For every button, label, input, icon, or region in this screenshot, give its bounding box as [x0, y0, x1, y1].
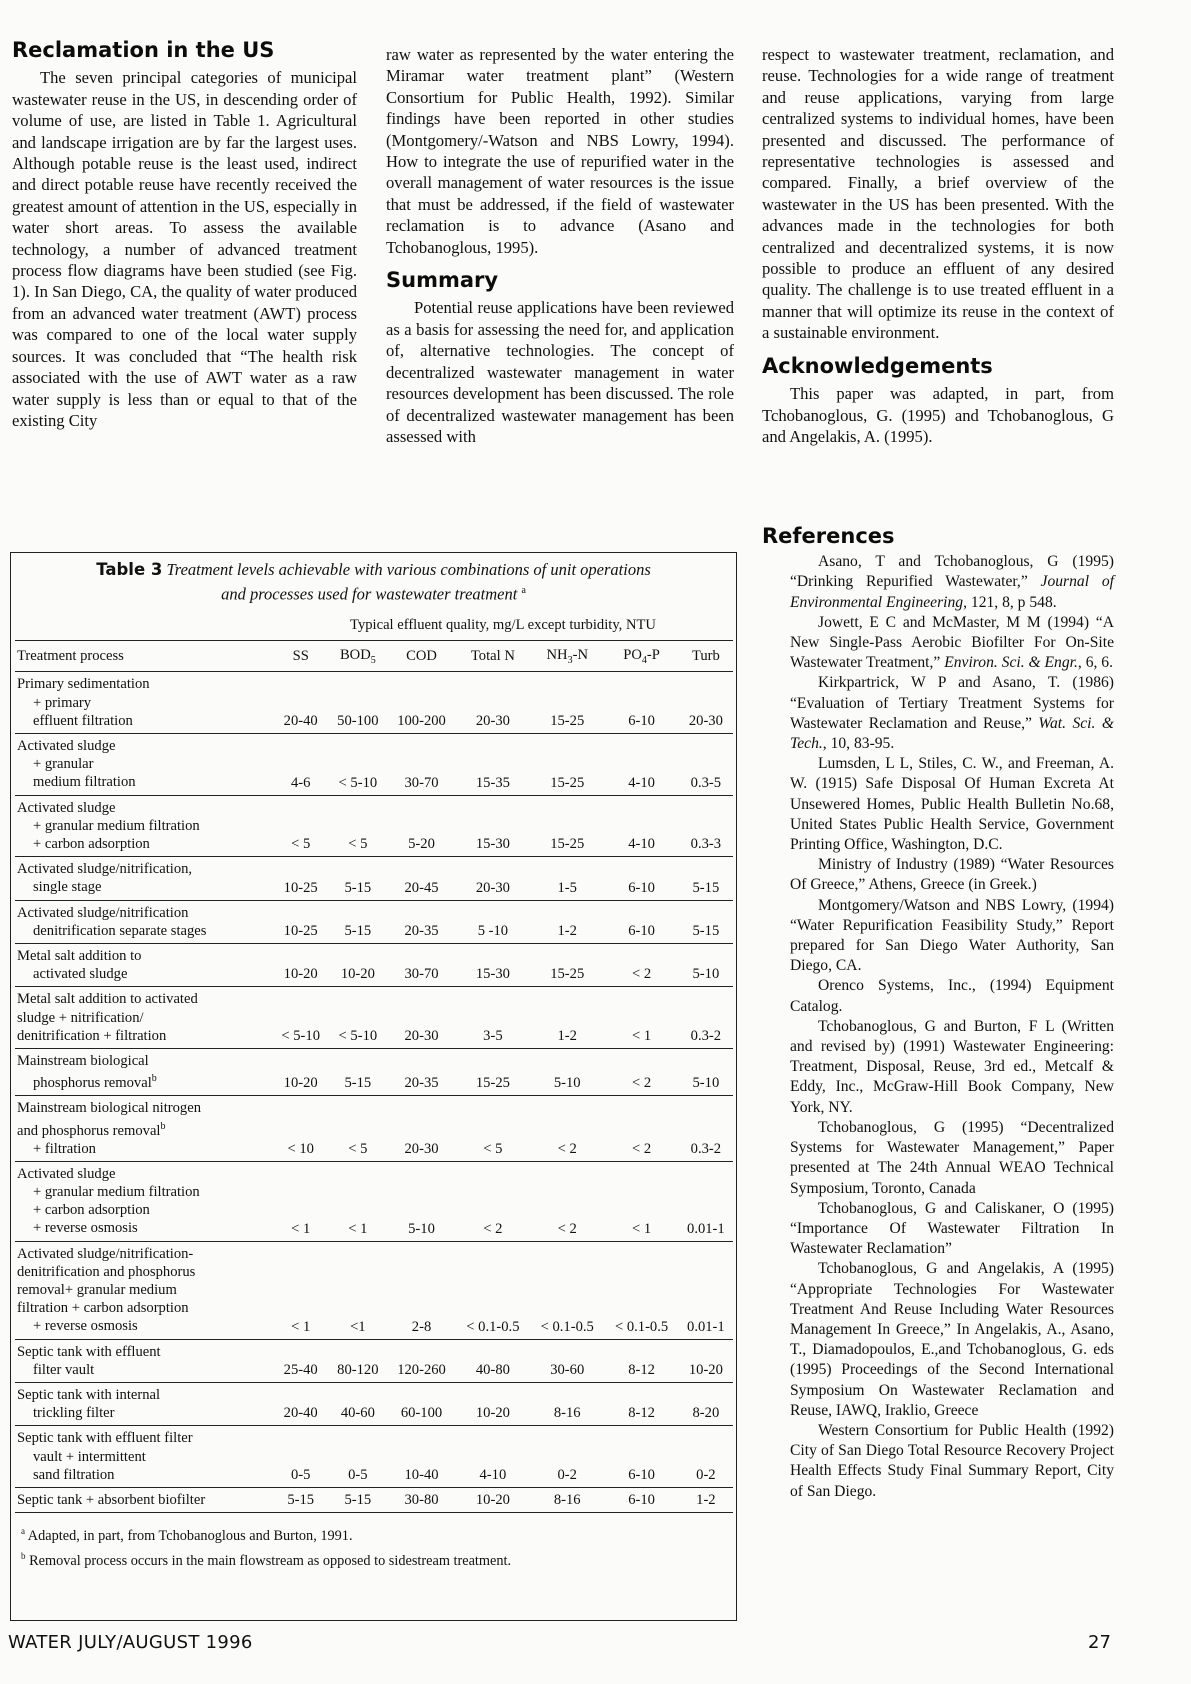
table-cell: 1-2 [530, 900, 604, 943]
table-cell: 5-10 [387, 1161, 455, 1241]
table-cell: 15-25 [456, 1049, 530, 1096]
references-section [762, 526, 1114, 1502]
table-header-col: $NH_3-N$ [530, 640, 604, 672]
table-cell: < 2 [604, 1049, 678, 1096]
reference-item: Lumsden, L L, Stiles, C. W., and Freeman, A. W. (1915) Safe Disposal Of Human Excreta At Unsewered Homes, Public Health Bulletin No.68, United States Public Health Service, Government Printing Office, Washington, D.C. [790, 755, 1114, 854]
table-cell: < 5 [456, 1096, 530, 1161]
table-cell: 3-5 [456, 987, 530, 1049]
table-cell: 4-10 [604, 734, 678, 796]
table-footnotes [21, 1521, 736, 1571]
table-cell: 15-25 [530, 672, 604, 734]
table-cell: 10-20 [273, 944, 328, 987]
table-cell: 50-100 [328, 672, 387, 734]
table-header-col: Total N [456, 640, 530, 672]
table-cell: 0-2 [530, 1426, 604, 1488]
table-row [15, 857, 733, 900]
article-column-3 [762, 44, 1114, 447]
table-header-col: $BOD_5$ [328, 640, 387, 672]
table-cell: < 5-10 [273, 987, 328, 1049]
table-caption-line-2: and processes used for wastewater treatment [221, 584, 518, 604]
table-row-process: Mainstream biological nitrogen and phosphorus removal$^b$ + filtration [15, 1096, 273, 1161]
table-row [15, 1161, 733, 1241]
table-cell: < 2 [456, 1161, 530, 1241]
table-cell: 5-15 [328, 857, 387, 900]
table-row-process: Septic tank + absorbent biofilter [15, 1488, 273, 1513]
table-cell: < 1 [604, 1161, 678, 1241]
footer-page-number: 27 [1088, 1632, 1111, 1653]
table-cell: < 5 [273, 795, 328, 857]
table-cell: 20-40 [273, 672, 328, 734]
table-footnote-a: $^a$ Adapted, in part, from Tchobanoglous and Burton, 1991. [21, 1526, 353, 1545]
table-cell: 30-80 [387, 1488, 455, 1513]
table-cell: 5-15 [679, 900, 733, 943]
table-row [15, 734, 733, 796]
treatment-levels-table [15, 609, 733, 1514]
table-label: Table 3 [96, 560, 163, 579]
table-cell: 1-2 [679, 1488, 733, 1513]
table-row-process: Septic tank with effluent filter vault + intermittent sand filtration [15, 1426, 273, 1488]
table-cell: 10-20 [456, 1488, 530, 1513]
table-cell: 1-2 [530, 987, 604, 1049]
table-cell: 5-15 [273, 1488, 328, 1513]
reference-item: Western Consortium for Public Health (1992) City of San Diego Total Resource Recovery Project Health Effects Study Final Summary Report, City of San Diego. [790, 1421, 1114, 1500]
table-cell: 15-25 [530, 944, 604, 987]
section-heading-references: References [762, 524, 895, 548]
table-cell: 25-40 [273, 1339, 328, 1382]
table-cell: 20-30 [456, 857, 530, 900]
table-cell: 8-12 [604, 1339, 678, 1382]
table-header-col: $PO_4-P$ [604, 640, 678, 672]
table-row-process: Activated sludge/nitrification- denitrification and phosphorus removal+ granular medium filtration + carbon adsorption + reverse osmosis [15, 1241, 273, 1339]
table-cell: < 2 [604, 944, 678, 987]
section-heading-acknowledgements: Acknowledgements [762, 353, 993, 378]
article-column-2 [386, 44, 734, 447]
table-header-process: Treatment process [15, 640, 273, 672]
table-cell: 8-12 [604, 1383, 678, 1426]
table-cell: < 2 [530, 1096, 604, 1161]
table-cell: 15-25 [530, 734, 604, 796]
table-row [15, 987, 733, 1049]
table-row-process: Metal salt addition to activated sludge + nitrification/ denitrification + filtration [15, 987, 273, 1049]
table-group-header-row [15, 609, 733, 641]
reference-list [762, 552, 1114, 1502]
table-cell: 5-10 [530, 1049, 604, 1096]
table-row-process: Primary sedimentation + primary effluent filtration [15, 672, 273, 734]
table-cell: 15-35 [456, 734, 530, 796]
table-cell: 10-20 [456, 1383, 530, 1426]
table-row [15, 1049, 733, 1096]
reference-item: Tchobanoglous, G and Angelakis, A (1995) “Appropriate Technologies For Wastewater Treatment And Reuse Including Water Resources Management In Greece,” In Angelakis, A., Asano, T., Diamadopoulos, E.,and Tchobanoglous, G. eds (1995) Proceedings of the Second International Symposium On Wastewater Reclamation and Reuse, IAWQ, Iraklio, Greece [790, 1260, 1114, 1419]
table-row [15, 944, 733, 987]
table-cell: < 10 [273, 1096, 328, 1161]
footer-journal-issue: WATER JULY/AUGUST 1996 [8, 1632, 253, 1653]
table-3 [10, 552, 737, 1621]
table-row [15, 1241, 733, 1339]
table-cell: 6-10 [604, 857, 678, 900]
table-cell: 60-100 [387, 1383, 455, 1426]
table-cell: < 0.1-0.5 [456, 1241, 530, 1339]
table-cell: < 5-10 [328, 734, 387, 796]
table-row-process: Septic tank with internal trickling filter [15, 1383, 273, 1426]
table-header-col: Turb [679, 640, 733, 672]
table-cell: < 1 [273, 1161, 328, 1241]
table-cell: 5-15 [328, 1488, 387, 1513]
table-cell: 80-120 [328, 1339, 387, 1382]
table-cell: 1-5 [530, 857, 604, 900]
table-caption-line-1: Treatment levels achievable with various combinations of unit operations [166, 560, 651, 579]
table-row-process: Activated sludge + granular medium filtration [15, 734, 273, 796]
table-cell: 0.3-3 [679, 795, 733, 857]
table-row [15, 795, 733, 857]
table-row-process: Activated sludge/nitrification, single stage [15, 857, 273, 900]
reference-item: Kirkpartrick, W P and Asano, T. (1986) “Evaluation of Tertiary Treatment Systems for Wastewater Reclamation and Reuse,” Wat. Sci. & Tech., 10, 83-95. [790, 674, 1114, 753]
table-cell: 6-10 [604, 1426, 678, 1488]
table-cell: 5-10 [679, 1049, 733, 1096]
reference-item: Montgomery/Watson and NBS Lowry, (1994) “Water Repurification Feasibility Study,” Report prepared for San Diego Water Authority, San Diego, CA. [790, 896, 1114, 975]
table-cell: 0-5 [273, 1426, 328, 1488]
table-cell: 0-2 [679, 1426, 733, 1488]
table-cell: < 5 [328, 1096, 387, 1161]
table-cell: < 1 [273, 1241, 328, 1339]
table-row [15, 672, 733, 734]
table-cell: 20-30 [456, 672, 530, 734]
table-cell: 10-20 [328, 944, 387, 987]
table-cell: 20-35 [387, 1049, 455, 1096]
table-cell: 20-35 [387, 900, 455, 943]
table-cell: 4-6 [273, 734, 328, 796]
table-caption [11, 559, 736, 605]
table-cell: < 1 [604, 987, 678, 1049]
paragraph-reclamation: The seven principal categories of municipal wastewater reuse in the US, in descending order of volume of use, are listed in Table 1. Agricultural and landscape irrigation are by far the largest uses. Although potable reuse is the least used, indirect and direct potable reuse have recently received the greatest amount of attention in the US, especially in water short areas. To assess the available technology, a number of advanced treatment process flow diagrams have been studied (see Fig. 1). In San Diego, CA, the quality of water produced from an advanced water treatment (AWT) process was compared to one of the local water supply sources. It was concluded that “The health risk associated with the use of AWT water as a raw water supply is less than or equal to that of the existing City [12, 68, 357, 430]
table-cell: < 5-10 [328, 987, 387, 1049]
table-cell: 5-10 [679, 944, 733, 987]
table-cell: 0.01-1 [679, 1161, 733, 1241]
table-cell: <1 [328, 1241, 387, 1339]
table-cell: 2-8 [387, 1241, 455, 1339]
reference-item: Tchobanoglous, G and Burton, F L (Written and revised by) (1991) Wastewater Engineering: Treatment, Disposal, Reuse, 3rd ed., Metcalf & Eddy, Inc., McGraw-Hill Book Company, New York, NY. [790, 1017, 1114, 1116]
table-cell: 120-260 [387, 1339, 455, 1382]
table-cell: 10-40 [387, 1426, 455, 1488]
paragraph-continuation: raw water as represented by the water entering the Miramar water treatment plant” (Western Consortium for Public Health, 1992). Similar findings have been reported in other studies (Montgomery/-Watson and NBS Lowry, 1994). How to integrate the use of repurified water in the overall management of water resources is the issue that must be addressed, if the field of wastewater reclamation is to advance (Asano and Tchobanoglous, 1995). [386, 45, 734, 257]
table-cell: < 1 [328, 1161, 387, 1241]
section-heading-summary: Summary [386, 268, 499, 293]
table-row-process: Mainstream biological phosphorus removal$^b$ [15, 1049, 273, 1096]
table-cell: 20-40 [273, 1383, 328, 1426]
table-cell: 8-16 [530, 1383, 604, 1426]
section-heading-reclamation: Reclamation in the US [12, 38, 275, 62]
table-cell: 20-30 [387, 1096, 455, 1161]
table-cell: 6-10 [604, 900, 678, 943]
table-cell: 15-30 [456, 944, 530, 987]
table-cell: 6-10 [604, 1488, 678, 1513]
table-row [15, 1426, 733, 1488]
table-cell: 10-25 [273, 857, 328, 900]
table-row [15, 1488, 733, 1513]
table-cell: 30-60 [530, 1339, 604, 1382]
paragraph-acknowledgements: This paper was adapted, in part, from Tchobanoglous, G. (1995) and Tchobanoglous, G and Angelakis, A. (1995). [762, 384, 1114, 446]
paragraph-summary: Potential reuse applications have been reviewed as a basis for assessing the need for, and application of, alternative technologies. The concept of decentralized wastewater management in water resources development has been discussed. The role of decentralized wastewater management has been assessed with [386, 298, 734, 446]
table-cell: 15-30 [456, 795, 530, 857]
table-cell: 5-15 [328, 1049, 387, 1096]
reference-item: Tchobanoglous, G (1995) “Decentralized Systems for Wastewater Management,” Paper presented at The 24th Annual WEAO Technical Symposium, Toronto, Canada [790, 1118, 1114, 1197]
reference-item: Asano, T and Tchobanoglous, G (1995) “Drinking Repurified Wastewater,” Journal of Environmental Engineering, 121, 8, p 548. [790, 553, 1114, 611]
table-header-row [15, 640, 733, 672]
table-row [15, 1339, 733, 1382]
table-cell: 40-60 [328, 1383, 387, 1426]
reference-item: Tchobanoglous, G and Caliskaner, O (1995) “Importance Of Wastewater Filtration In Wastewater Reclamation” [790, 1199, 1114, 1258]
table-cell: 5 -10 [456, 900, 530, 943]
table-cell: < 0.1-0.5 [604, 1241, 678, 1339]
table-cell: 10-20 [679, 1339, 733, 1382]
table-row-process: Metal salt addition to activated sludge [15, 944, 273, 987]
table-cell: < 0.1-0.5 [530, 1241, 604, 1339]
table-cell: 10-25 [273, 900, 328, 943]
table-cell: 30-70 [387, 944, 455, 987]
table-header-col: COD [387, 640, 455, 672]
reference-item: Jowett, E C and McMaster, M M (1994) “A New Single-Pass Aerobic Biofilter For On-Site Wastewater Treatment,” Environ. Sci. & Engr., 6, 6. [790, 613, 1114, 672]
table-cell: < 5 [328, 795, 387, 857]
table-cell: 5-20 [387, 795, 455, 857]
reference-item: Orenco Systems, Inc., (1994) Equipment Catalog. [790, 977, 1114, 1015]
table-cell: 20-45 [387, 857, 455, 900]
table-row-process: Septic tank with effluent filter vault [15, 1339, 273, 1382]
table-cell: 0.3-2 [679, 1096, 733, 1161]
table-row [15, 1096, 733, 1161]
table-cell: 5-15 [328, 900, 387, 943]
table-caption-footnote-mark: a [521, 585, 526, 596]
table-cell: 40-80 [456, 1339, 530, 1382]
table-footnote-b: $^b$ Removal process occurs in the main flowstream as opposed to sidestream treatment. [21, 1551, 512, 1569]
paragraph-summary-continued: respect to wastewater treatment, reclamation, and reuse. Technologies for a wide range of treatment and reuse applications, varying from large centralized systems to individual homes, have been presented and discussed. The performance of representative technologies is assessed and compared. Finally, a brief overview of the wastewater in the US has been presented. With the advances made in the technologies for both centralized and decentralized systems, it is now possible to produce an effluent of any desired quality. The challenge is to use treated effluent in a manner that will optimize its reuse in the context of a sustainable environment. [762, 45, 1114, 343]
reference-item: Ministry of Industry (1989) “Water Resources Of Greece,” Athens, Greece (in Greek.) [790, 856, 1114, 894]
table-cell: 4-10 [456, 1426, 530, 1488]
table-cell: 30-70 [387, 734, 455, 796]
table-cell: 20-30 [387, 987, 455, 1049]
table-cell: < 2 [604, 1096, 678, 1161]
table-row-process: Activated sludge + granular medium filtration + carbon adsorption + reverse osmosis [15, 1161, 273, 1241]
table-cell: 8-16 [530, 1488, 604, 1513]
table-header-col: SS [273, 640, 328, 672]
table-cell: 100-200 [387, 672, 455, 734]
table-cell: 15-25 [530, 795, 604, 857]
table-cell: 10-20 [273, 1049, 328, 1096]
table-row [15, 900, 733, 943]
table-cell: 6-10 [604, 672, 678, 734]
table-row-process: Activated sludge/nitrification denitrification separate stages [15, 900, 273, 943]
table-cell: < 2 [530, 1161, 604, 1241]
table-group-header: Typical effluent quality, mg/L except turbidity, NTU [350, 616, 656, 633]
table-row [15, 1383, 733, 1426]
table-cell: 8-20 [679, 1383, 733, 1426]
table-cell: 0.01-1 [679, 1241, 733, 1339]
table-row-process: Activated sludge + granular medium filtration + carbon adsorption [15, 795, 273, 857]
table-cell: 4-10 [604, 795, 678, 857]
table-cell: 0.3-5 [679, 734, 733, 796]
table-cell: 0-5 [328, 1426, 387, 1488]
table-cell: 5-15 [679, 857, 733, 900]
article-column-1 [12, 40, 357, 431]
table-cell: 0.3-2 [679, 987, 733, 1049]
table-cell: 20-30 [679, 672, 733, 734]
